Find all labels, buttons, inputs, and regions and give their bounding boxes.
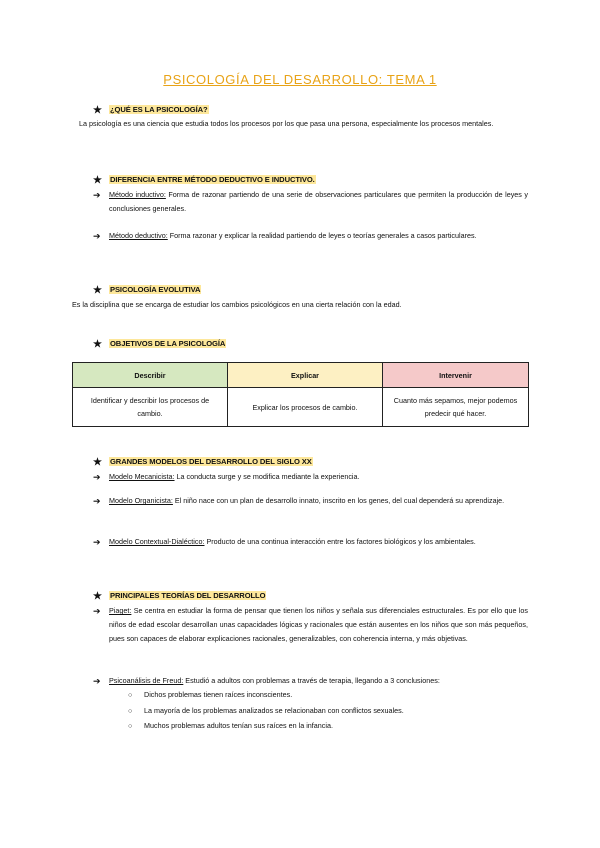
heading-teorias: ★ PRINCIPALES TEORÍAS DEL DESARROLLO (93, 591, 266, 602)
arrow-right-icon: ➔ (93, 472, 101, 482)
heading-que-es: ★ ¿QUÉ ES LA PSICOLOGÍA? (93, 105, 208, 116)
bullet-freud: ➔ Psicoanálisis de Freud: Estudió a adultos con problemas a través de terapia, llegando a 3 conclusiones: (93, 676, 440, 686)
bullet-metodo-deductivo: ➔ Método deductivo: Forma razonar y explicar la realidad partiendo de leyes o teorías generales a casos particulares. (93, 231, 477, 241)
heading-diferencia: ★ DIFERENCIA ENTRE MÉTODO DEDUCTIVO E INDUCTIVO. (93, 175, 315, 186)
col-explicar: Explicar (228, 363, 383, 388)
list-item: ○ Muchos problemas adultos tenían sus raíces en la infancia. (128, 720, 333, 733)
star-icon: ★ (93, 285, 102, 296)
heading-objetivos: ★ OBJETIVOS DE LA PSICOLOGÍA (93, 339, 226, 350)
paragraph-que-es: La psicología es una ciencia que estudia todos los procesos por los que pasa una persona, especialmente los procesos mentales. (79, 119, 494, 128)
star-icon: ★ (93, 175, 102, 186)
list-item: ○ La mayoría de los problemas analizados se relacionaban con conflictos sexuales. (128, 705, 404, 718)
arrow-right-icon: ➔ (93, 537, 101, 547)
table-row (73, 388, 529, 427)
star-icon: ★ (93, 105, 102, 116)
table-header-row (73, 363, 529, 388)
star-icon: ★ (93, 339, 102, 350)
bullet-modelo-mecanicista: ➔ Modelo Mecanicista: La conducta surge y se modifica mediante la experiencia. (93, 472, 360, 482)
heading-evolutiva: ★ PSICOLOGÍA EVOLUTIVA (93, 285, 201, 296)
cell-explicar: Explicar los procesos de cambio. (228, 388, 383, 427)
col-intervenir: Intervenir (383, 363, 529, 388)
arrow-right-icon: ➔ (93, 676, 101, 686)
circle-bullet-icon: ○ (128, 692, 133, 699)
objetivos-table (72, 362, 529, 427)
list-item: ○ Dichos problemas tienen raíces inconscientes. (128, 689, 292, 702)
bullet-metodo-inductivo: ➔ Método inductivo: Forma de razonar partiendo de una serie de observaciones particulares que permiten la producción de leyes y conclusiones generales. (93, 190, 528, 213)
star-icon: ★ (93, 457, 102, 468)
arrow-right-icon: ➔ (93, 231, 101, 241)
bullet-piaget: ➔ Piaget: Se centra en estudiar la forma de pensar que tienen los niños y señala sus diferenciales estructurales. Es por ello que los niños de edad escolar desarrollan unas capacidades lógicas y racionales que están ausentes en los niños que son más pequeños, pues son capaces de elaborar explicaciones racionales, generalizables, con coherencia interna, y más objetivas. (93, 606, 528, 643)
cell-intervenir: Cuanto más sepamos, mejor podemos predecir qué hacer. (383, 388, 529, 427)
arrow-right-icon: ➔ (93, 496, 101, 506)
star-icon: ★ (93, 591, 102, 602)
cell-describir: Identificar y describir los procesos de cambio. (73, 388, 228, 427)
col-describir: Describir (73, 363, 228, 388)
arrow-right-icon: ➔ (93, 190, 101, 200)
document-title: PSICOLOGÍA DEL DESARROLLO: TEMA 1 (163, 72, 437, 87)
bullet-modelo-organicista: ➔ Modelo Organicista: El niño nace con un plan de desarrollo innato, inscrito en los genes, del cual dependerá su aprendizaje. (93, 496, 505, 506)
circle-bullet-icon: ○ (128, 708, 133, 715)
bullet-modelo-contextual: ➔ Modelo Contextual-Dialéctico: Producto de una continua interacción entre los factores biológicos y los ambientales. (93, 537, 476, 547)
circle-bullet-icon: ○ (128, 723, 133, 730)
heading-modelos: ★ GRANDES MODELOS DEL DESARROLLO DEL SIGLO XX (93, 457, 312, 468)
paragraph-evolutiva: Es la disciplina que se encarga de estudiar los cambios psicológicos en una cierta relación con la edad. (72, 300, 402, 309)
arrow-right-icon: ➔ (93, 606, 101, 616)
